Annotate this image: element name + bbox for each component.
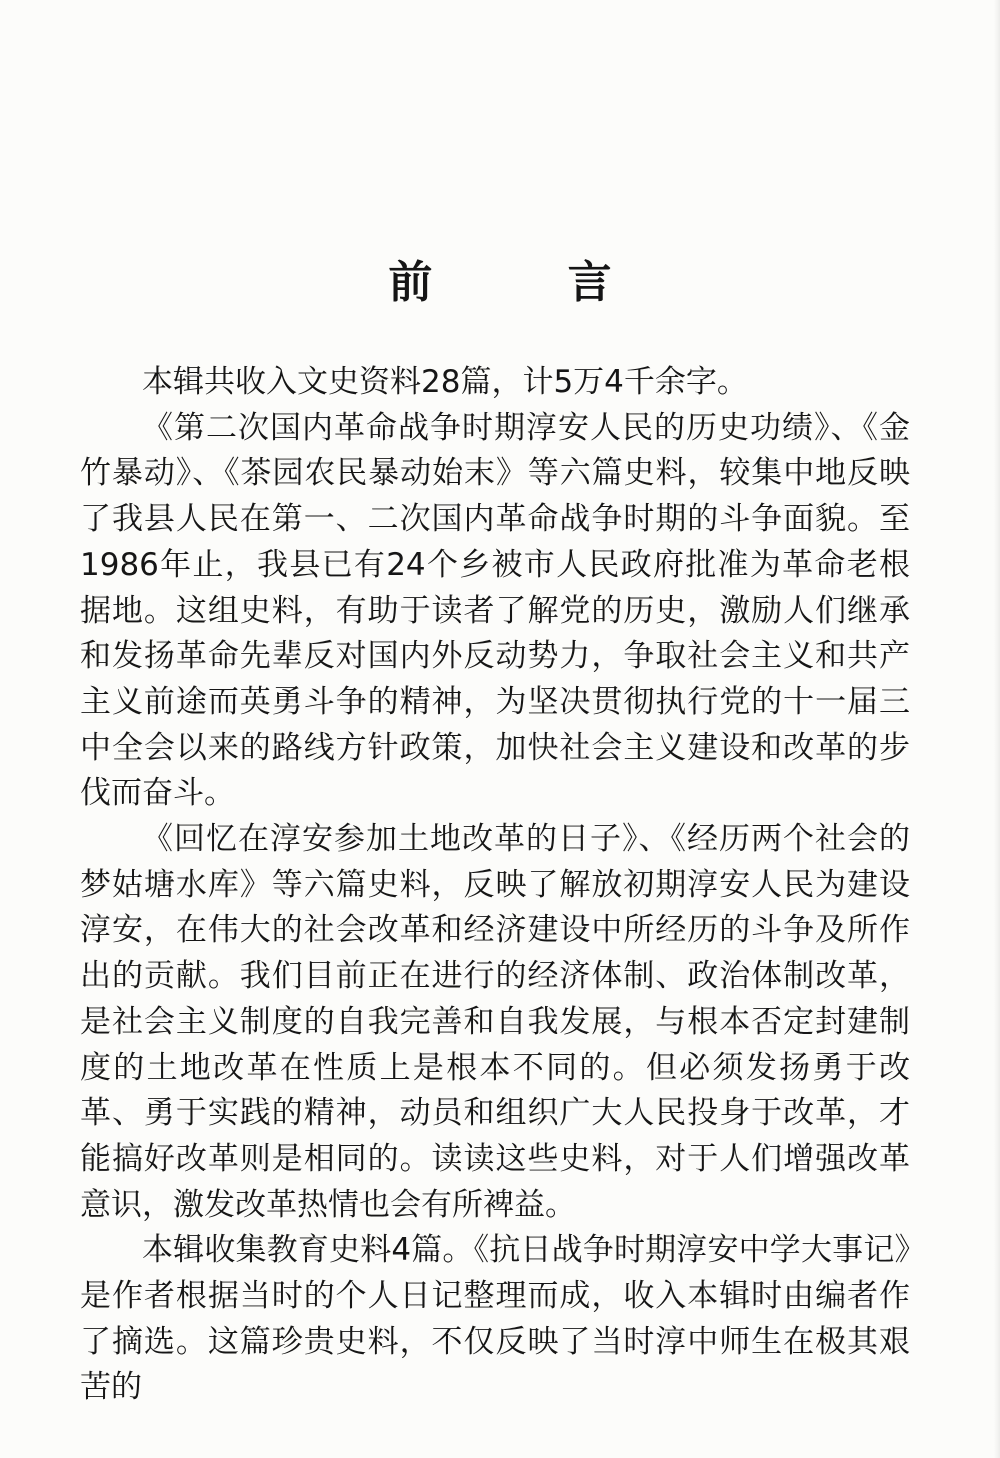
body-text bbox=[80, 360, 910, 1411]
page-title: 前 言 bbox=[388, 257, 672, 308]
paragraph: 《回忆在淳安参加土地改革的日子》、《经历两个社会的梦姑塘水库》等六篇史料，反映了解放初期淳安人民为建设淳安，在伟大的社会改革和经济建设中所经历的斗争及所作出的贡献。我们目前正在进行的经济体制、政治体制改革，是社会主义制度的自我完善和自我发展，与根本否定封建制度的土地改革在性质上是根本不同的。但必须发扬勇于改革、勇于实践的精神，动员和组织广大人民投身于改革，才能搞好改革则是相同的。读读这些史料，对于人们增强改革意识，激发改革热情也会有所裨益。 bbox=[80, 821, 910, 1223]
paragraph: 本辑共收入文史资料28篇，计5万4千余字。 bbox=[142, 364, 748, 400]
page-edge-shadow bbox=[994, 0, 1000, 1458]
paragraph: 《第二次国内革命战争时期淳安人民的历史功绩》、《金竹暴动》、《茶园农民暴动始末》等六篇史料，较集中地反映了我县人民在第一、二次国内革命战争时期的斗争面貌。至1986年止，我县已有24个乡被市人民政府批准为革命老根据地。这组史料，有助于读者了解党的历史，激励人们继承和发扬革命先辈反对国内外反动势力，争取社会主义和共产主义前途而英勇斗争的精神，为坚决贯彻执行党的十一届三中全会以来的路线方针政策，加快社会主义建设和改革的步伐而奋斗。 bbox=[80, 409, 910, 812]
paragraph: 本辑收集教育史料4篇。《抗日战争时期淳安中学大事记》是作者根据当时的个人日记整理而成，收入本辑时由编者作了摘选。这篇珍贵史料，不仅反映了当时淳中师生在极其艰苦的 bbox=[80, 1232, 910, 1406]
